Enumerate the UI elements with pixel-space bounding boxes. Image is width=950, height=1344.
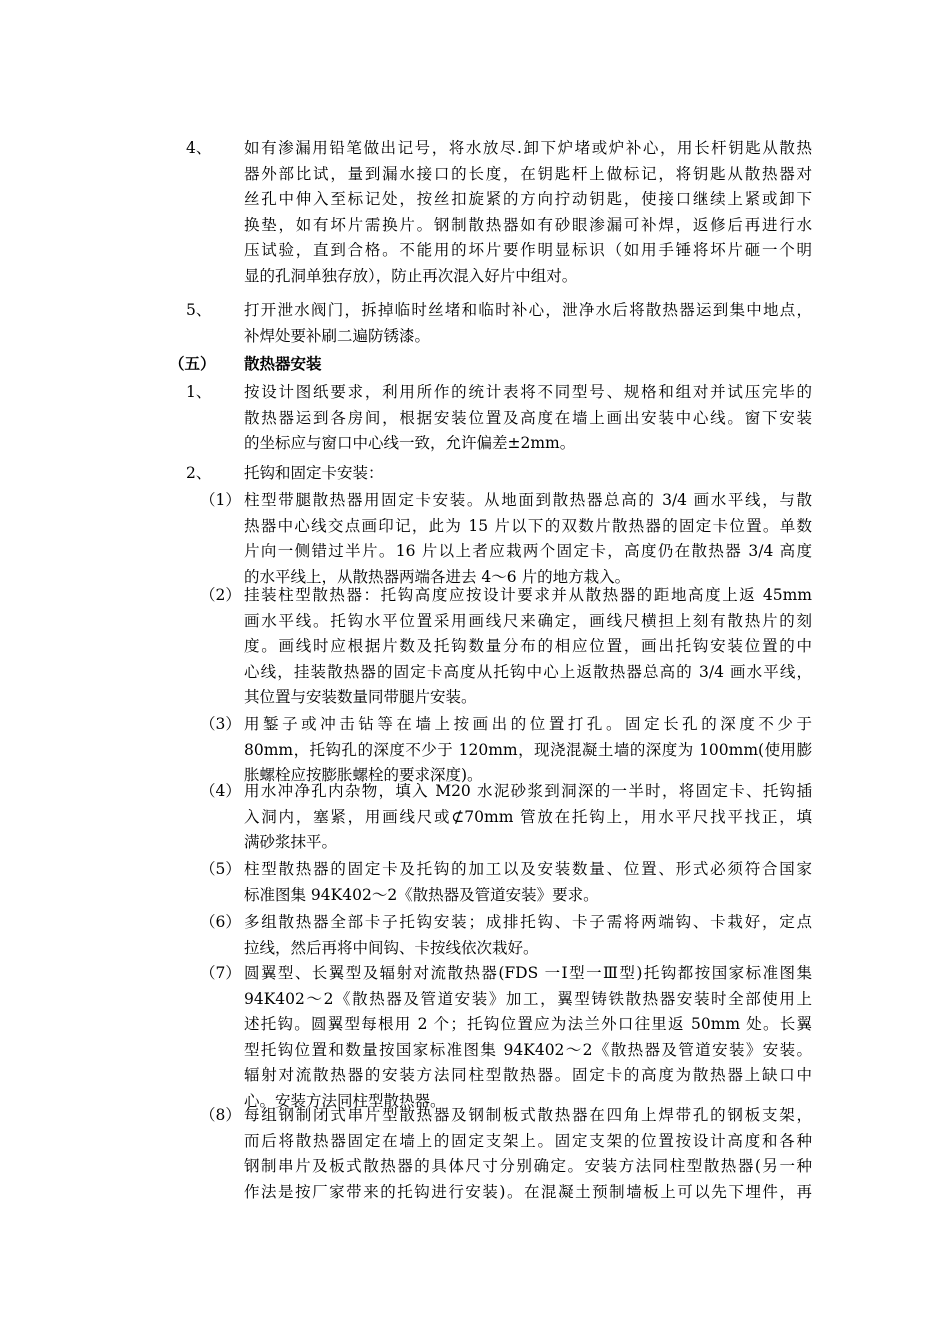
text-line: 如有渗漏用铅笔做出记号，将水放尽.卸下炉堵或炉补心，用长杆钥匙从散热 [244, 139, 812, 157]
item-number: 1、 [186, 383, 212, 401]
text-line: 用水冲净孔内杂物，填入 M20 水泥砂浆到洞深的一半时，将固定卡、托钩插 [244, 782, 812, 800]
text-line: 换垫，如有坏片需换片。钢制散热器如有砂眼渗漏可补焊，返修后再进行水 [244, 215, 812, 234]
sub-item-number: （6） [200, 913, 241, 931]
text-line: 拉线，然后再将中间钩、卡按线依次栽好。 [244, 938, 539, 957]
item-number: 2、 [186, 464, 212, 482]
sub-item-number: （5） [200, 860, 241, 878]
text-line: 柱型散热器的固定卡及托钩的加工以及安装数量、位置、形式必须符合国家 [244, 860, 812, 878]
text-line: 画水平线。托钩水平位置采用画线尺来确定，画线尺横担上刻有散热片的刻 [244, 611, 812, 630]
text-line: 满砂浆抹平。 [244, 833, 338, 852]
text-line: 柱型带腿散热器用固定卡安装。从地面到散热器总高的 3/4 画水平线，与散 [244, 491, 812, 509]
text-line: 胀螺栓应按膨胀螺栓的要求深度)。 [244, 766, 483, 785]
text-line: 型托钩位置和数量按国家标准图集 94K402～2《散热器及管道安装》安装。 [244, 1040, 812, 1059]
text-line: 标准图集 94K402～2《散热器及管道安装》要求。 [244, 885, 599, 904]
text-line: 压试验，直到合格。不能用的坏片要作明显标识（如用手锤将坏片砸一个明 [244, 241, 812, 260]
text-line: 片向一侧错过半片。16 片以上者应栽两个固定卡，高度仍在散热器 3/4 高度 [244, 542, 812, 561]
text-line: 作法是按厂家带来的托钩进行安装)。在混凝土预制墙板上可以先下埋件，再 [244, 1182, 812, 1201]
section-number: （五） [169, 354, 216, 373]
text-line: 度。画线时应根据片数及托钩数量分布的相应位置，画出托钩安装位置的中 [244, 637, 812, 656]
text-line: 80mm，托钩孔的深度不少于 120mm，现浇混凝土墙的深度为 100mm(使用膨 [244, 740, 812, 759]
text-line: 心线，挂装散热器的固定卡高度从托钩中心上返散热器总高的 3/4 画水平线， [244, 662, 812, 681]
text-line: 94K402～2《散热器及管道安装》加工，翼型铸铁散热器安装时全部使用上 [244, 989, 812, 1008]
text-line: 打开泄水阀门，拆掉临时丝堵和临时补心，泄净水后将散热器运到集中地点， [244, 301, 812, 319]
text-line: 辐射对流散热器的安装方法同柱型散热器。固定卡的高度为散热器上缺口中 [244, 1066, 812, 1085]
text-line: 按设计图纸要求，利用所作的统计表将不同型号、规格和组对并试压完毕的 [244, 383, 812, 401]
item-number: 5、 [186, 301, 212, 319]
text-line: 散热器运到各房间，根据安装位置及高度在墙上画出安装中心线。窗下安装 [244, 408, 812, 427]
sub-item-number: （4） [200, 782, 241, 800]
sub-item-number: （7） [200, 964, 241, 982]
text-line: 托钩和固定卡安装： [244, 464, 384, 482]
text-line: 显的孔洞单独存放），防止再次混入好片中组对。 [244, 267, 578, 285]
text-line: 钢制串片及板式散热器的具体尺寸分别确定。安装方法同柱型散热器(另一种 [244, 1157, 812, 1176]
sub-item-number: （8） [200, 1106, 241, 1124]
item-number: 4、 [186, 139, 212, 157]
text-line: 述托钩。圆翼型每根用 2 个；托钩位置应为法兰外口往里返 50mm 处。长翼 [244, 1015, 812, 1034]
text-line: 多组散热器全部卡子托钩安装；成排托钩、卡子需将两端钩、卡栽好，定点 [244, 913, 812, 931]
sub-item-number: （3） [200, 715, 241, 733]
sub-item-number: （2） [200, 586, 241, 604]
section-title: 散热器安装 [244, 354, 322, 373]
text-line: 的水平线上，从散热器两端各进去 4～6 片的地方栽入。 [244, 567, 631, 586]
text-line: 器外部比试，量到漏水接口的长度，在钥匙杆上做标记，将钥匙从散热器对 [244, 164, 812, 183]
text-line: 圆翼型、长翼型及辐射对流散热器(FDS 一Ⅰ型一Ⅲ型)托钩都按国家标准图集 [244, 964, 812, 982]
text-line: 其位置与安装数量同带腿片安装。 [244, 688, 477, 707]
text-line: 丝孔中伸入至标记处，按丝扣旋紧的方向拧动钥匙，使接口继续上紧或卸下 [244, 190, 812, 209]
text-line: 而后将散热器固定在墙上的固定支架上。固定支架的位置按设计高度和各种 [244, 1131, 812, 1150]
text-line: 的坐标应与窗口中心线一致，允许偏差±2mm。 [244, 434, 576, 453]
text-line: 入洞内，塞紧，用画线尺或⊄70mm 管放在托钩上，用水平尺找平找正，填 [244, 807, 812, 826]
text-line: 热器中心线交点画印记，此为 15 片以下的双数片散热器的固定卡位置。单数 [244, 516, 812, 535]
text-line: 用錾子或冲击钻等在墙上按画出的位置打孔。固定长孔的深度不少于 [244, 715, 812, 733]
sub-item-number: （1） [200, 491, 241, 509]
text-line: 心。安装方法同柱型散热器。 [244, 1092, 446, 1110]
text-line: 补焊处要补刷二遍防锈漆。 [244, 326, 431, 345]
text-line: 每组钢制闭式串片型散热器及钢制板式散热器在四角上焊带孔的钢板支架， [244, 1106, 812, 1124]
text-line: 挂装柱型散热器：托钩高度应按设计要求并从散热器的距地高度上返 45mm [244, 586, 812, 604]
